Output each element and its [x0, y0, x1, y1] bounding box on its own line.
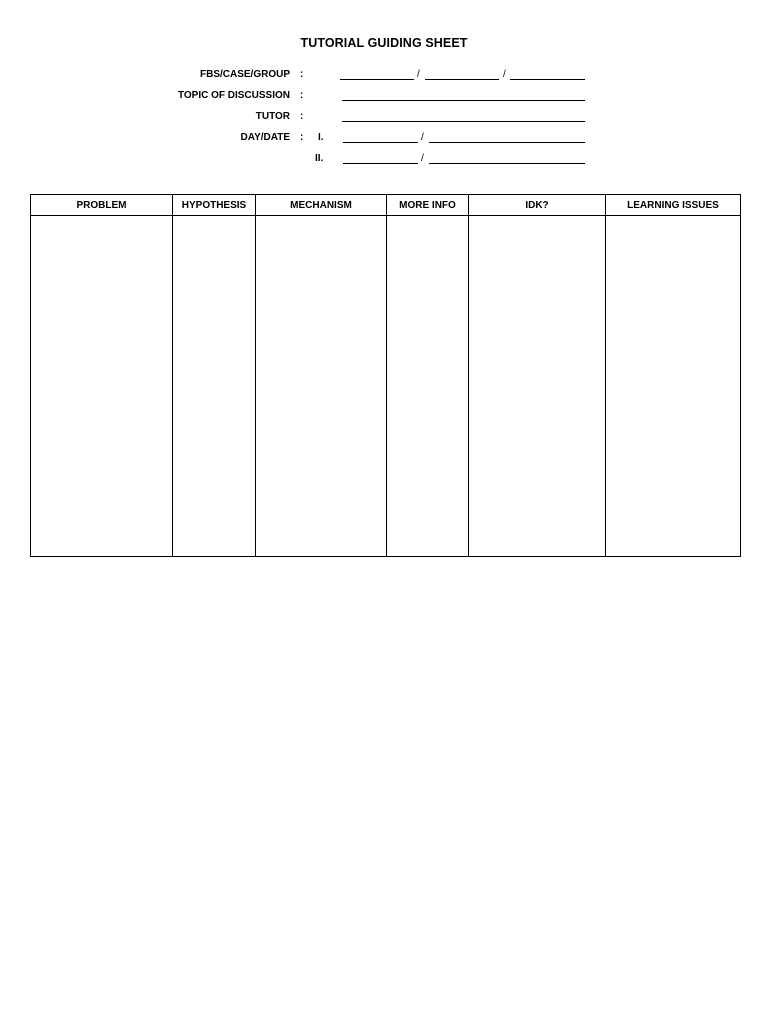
header-more-info: MORE INFO: [387, 195, 469, 216]
topic-label: TOPIC OF DISCUSSION: [177, 90, 290, 101]
tutor-label: TUTOR: [255, 111, 290, 122]
hypothesis-cell[interactable]: [173, 216, 256, 557]
fbs-blank[interactable]: [340, 70, 414, 80]
topic-colon: :: [300, 90, 304, 101]
header-learning-issues: LEARNING ISSUES: [606, 195, 741, 216]
sheet-title: TUTORIAL GUIDING SHEET: [300, 36, 468, 50]
header-mechanism: MECHANISM: [256, 195, 387, 216]
header-hypothesis: HYPOTHESIS: [173, 195, 256, 216]
case-group-separator: /: [503, 69, 506, 80]
fbs-case-group-label: FBS/CASE/GROUP: [199, 69, 290, 80]
more-info-cell[interactable]: [387, 216, 469, 557]
group-blank[interactable]: [510, 70, 585, 80]
day-date-colon: :: [300, 132, 304, 143]
day-blank-2[interactable]: [343, 154, 418, 164]
header-idk: IDK?: [469, 195, 606, 216]
fbs-case-group-colon: :: [300, 69, 304, 80]
day-date-numeral-1: I.: [318, 132, 324, 143]
fbs-case-separator: /: [417, 69, 420, 80]
table-row: [31, 216, 741, 557]
problem-cell[interactable]: [31, 216, 173, 557]
case-blank[interactable]: [425, 70, 499, 80]
day-date-label: DAY/DATE: [240, 132, 290, 143]
date-blank-1[interactable]: [429, 133, 585, 143]
table-header-row: [31, 195, 741, 216]
header-problem: PROBLEM: [31, 195, 173, 216]
tutor-colon: :: [300, 111, 304, 122]
day-date-separator-2: /: [421, 153, 424, 164]
learning-issues-cell[interactable]: [606, 216, 741, 557]
topic-blank[interactable]: [342, 91, 585, 101]
idk-cell[interactable]: [469, 216, 606, 557]
day-date-numeral-2: II.: [315, 153, 324, 164]
tutorial-table: [30, 194, 741, 557]
day-date-separator-1: /: [421, 132, 424, 143]
tutor-blank[interactable]: [342, 112, 585, 122]
date-blank-2[interactable]: [429, 154, 585, 164]
mechanism-cell[interactable]: [256, 216, 387, 557]
day-blank-1[interactable]: [343, 133, 418, 143]
